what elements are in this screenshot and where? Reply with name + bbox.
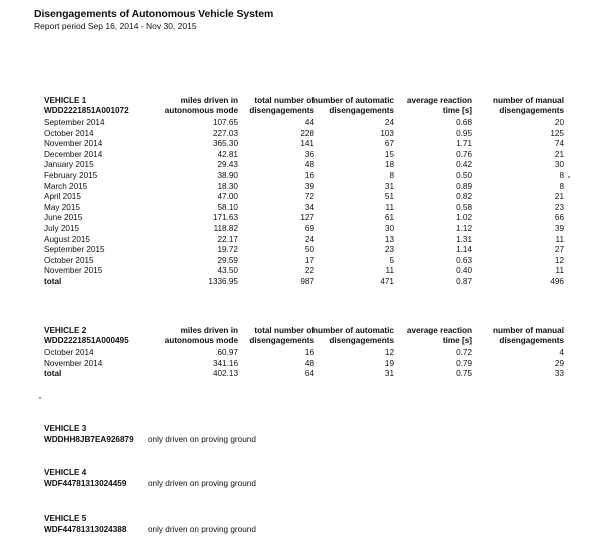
cell-miles: 58.10: [217, 202, 238, 212]
col-reaction-header: average reaction time [s]: [406, 326, 472, 345]
report-title: Disengagements of Autonomous Vehicle System: [34, 8, 274, 20]
cell-miles: 47.00: [217, 192, 238, 202]
cell-total: 141: [300, 139, 314, 149]
cell-manual: 11: [555, 234, 564, 244]
vehicle3-block: [44, 424, 256, 445]
cell-total: 16: [304, 170, 314, 180]
cell-total: 39: [304, 181, 314, 191]
cell-react: 0.63: [456, 255, 472, 265]
cell-auto: 5: [389, 255, 394, 265]
cell-manual: 21: [554, 192, 564, 202]
cell-month: October 2014: [44, 348, 94, 357]
cell-react: 0.50: [456, 170, 472, 180]
vehicle3-name: VEHICLE 3: [44, 424, 87, 433]
table-row: [44, 256, 564, 267]
cell-total: 44: [304, 118, 314, 127]
vehicle1-header-row: [44, 96, 564, 118]
cell-miles: 365.30: [212, 139, 238, 149]
cell-auto: 11: [385, 202, 394, 212]
vehicle3-id: WDDHH8JB7EA926879: [44, 434, 134, 444]
cell-manual: 30: [554, 160, 564, 170]
cell-miles: 118.82: [213, 223, 238, 233]
cell-month: March 2015: [44, 181, 88, 191]
cell-auto: 23: [384, 245, 394, 255]
cell-month: November 2014: [44, 358, 103, 368]
cell-month: June 2015: [44, 213, 83, 223]
cell-manual: 66: [554, 213, 564, 223]
vehicle4-block: [44, 468, 256, 489]
cell-miles: 171.63: [212, 213, 238, 223]
cell-manual: 125: [550, 128, 564, 138]
table-row: [44, 118, 564, 129]
cell-auto: 8: [389, 170, 394, 180]
cell-auto: 15: [384, 149, 394, 159]
cell-manual: 8: [559, 170, 564, 180]
cell-month: May 2015: [44, 202, 80, 212]
cell-total: 48: [304, 358, 314, 368]
cell-total: 228: [300, 128, 314, 138]
cell-total: 50: [304, 245, 314, 255]
cell-auto: 30: [384, 223, 394, 233]
cell-react: 0.89: [456, 181, 472, 191]
vehicle5-block: [44, 514, 256, 535]
table-row: [44, 192, 564, 203]
scan-speck: [568, 176, 570, 178]
cell-auto: 61: [384, 213, 394, 223]
vehicle1-name: VEHICLE 1: [44, 96, 87, 105]
cell-miles: 29.43: [217, 160, 238, 170]
col-auto-header: number of automatic disengagements: [313, 96, 394, 115]
cell-manual: 21: [554, 149, 564, 159]
table-row: [44, 160, 564, 171]
table-row: [44, 171, 564, 182]
table-row: [44, 150, 564, 161]
cell-miles: 341.16: [212, 358, 238, 368]
cell-month: January 2015: [44, 160, 94, 170]
cell-manual: 39: [554, 223, 564, 233]
table-row: [44, 224, 564, 235]
cell-miles: 38.90: [217, 170, 238, 180]
cell-auto: 13: [384, 234, 394, 244]
table-row: [44, 213, 564, 224]
cell-react: 0.68: [456, 118, 472, 127]
vehicle1-table: [44, 96, 564, 288]
table-row: [44, 139, 564, 150]
cell-total: 48: [304, 160, 314, 170]
cell-react: 0.40: [456, 266, 472, 276]
cell-auto: 12: [384, 348, 394, 357]
cell-react: 1.31: [456, 234, 472, 244]
cell-total: 22: [304, 266, 314, 276]
cell-month: September 2014: [44, 118, 105, 127]
col-miles-header: miles driven in autonomous mode: [164, 96, 238, 115]
cell-auto: 51: [384, 192, 394, 202]
col-reaction-header: average reaction time [s]: [406, 96, 472, 115]
cell-month: November 2015: [44, 266, 103, 276]
cell-react: 0.42: [456, 160, 472, 170]
cell-manual: 74: [554, 139, 564, 149]
cell-miles: 107.65: [212, 118, 238, 127]
cell-total: 127: [300, 213, 314, 223]
cell-miles: 29.59: [217, 255, 238, 265]
cell-auto: 19: [384, 358, 394, 368]
cell-react: 0.72: [456, 348, 472, 357]
vehicle1-rows: [44, 118, 564, 277]
cell-month: October 2015: [44, 255, 94, 265]
scan-speck: [39, 397, 41, 399]
cell-miles: 60.97: [217, 348, 238, 357]
cell-react: 0.82: [456, 192, 472, 202]
vehicle1-total-row: total 1336.95 987 471 0.87 496: [44, 276, 564, 286]
table-row: [44, 266, 564, 277]
cell-total: 72: [304, 192, 314, 202]
col-manual-header: number of manual disengagements: [493, 96, 564, 115]
cell-manual: 11: [555, 266, 564, 276]
vehicle4-id: WDF44781313024459: [44, 478, 127, 488]
cell-total: 16: [304, 348, 314, 357]
vehicle2-id: WDD2221851A000495: [44, 336, 129, 345]
vehicle3-note: only driven on proving ground: [148, 434, 256, 444]
table-row: [44, 359, 564, 370]
cell-month: November 2014: [44, 139, 103, 149]
cell-total: 24: [304, 234, 314, 244]
vehicle2-total-row: total 402.13 64 31 0.75 33: [44, 369, 564, 379]
cell-react: 1.71: [456, 139, 472, 149]
cell-total: 36: [304, 149, 314, 159]
cell-miles: 22.17: [217, 234, 238, 244]
vehicle4-note: only driven on proving ground: [148, 478, 256, 488]
cell-manual: 29: [554, 358, 564, 368]
cell-total: 34: [304, 202, 314, 212]
cell-manual: 23: [554, 202, 564, 212]
cell-react: 0.58: [456, 202, 472, 212]
cell-auto: 24: [384, 118, 394, 127]
table-row: [44, 235, 564, 246]
vehicle2-name: VEHICLE 2: [44, 326, 87, 335]
cell-react: 0.95: [456, 128, 472, 138]
cell-react: 0.76: [456, 149, 472, 159]
col-miles-header: miles driven in autonomous mode: [164, 326, 238, 345]
cell-month: September 2015: [44, 245, 105, 255]
cell-manual: 27: [554, 245, 564, 255]
cell-manual: 12: [554, 255, 564, 265]
cell-month: October 2014: [44, 128, 94, 138]
cell-auto: 67: [384, 139, 394, 149]
cell-react: 1.02: [456, 213, 472, 223]
col-manual-header: number of manual disengagements: [493, 326, 564, 345]
cell-miles: 43.50: [217, 266, 238, 276]
vehicle5-name: VEHICLE 5: [44, 514, 87, 523]
table-row: [44, 129, 564, 140]
cell-miles: 42.81: [217, 149, 238, 159]
cell-miles: 227.03: [212, 128, 238, 138]
vehicle4-name: VEHICLE 4: [44, 468, 87, 477]
col-total-header: total number of disengagements: [249, 326, 314, 345]
cell-month: February 2015: [44, 170, 98, 180]
report-subtitle: Report period Sep 16, 2014 - Nov 30, 2015: [34, 21, 197, 31]
vehicle5-note: only driven on proving ground: [148, 524, 256, 534]
cell-month: August 2015: [44, 234, 90, 244]
cell-month: July 2015: [44, 223, 80, 233]
table-row: [44, 203, 564, 214]
cell-miles: 18.30: [217, 181, 238, 191]
table-row: [44, 182, 564, 193]
cell-react: 1.12: [456, 223, 472, 233]
cell-miles: 19.72: [217, 245, 238, 255]
cell-react: 0.79: [456, 358, 472, 368]
cell-auto: 31: [384, 181, 394, 191]
cell-manual: 4: [559, 348, 564, 357]
cell-auto: 11: [385, 266, 394, 276]
table-row: [44, 245, 564, 256]
cell-react: 1.14: [456, 245, 472, 255]
col-auto-header: number of automatic disengagements: [313, 326, 394, 345]
vehicle2-table: [44, 326, 564, 380]
cell-total: 69: [304, 223, 314, 233]
vehicle2-header-row: [44, 326, 564, 348]
cell-auto: 18: [384, 160, 394, 170]
vehicle1-id: WDD2221851A001072: [44, 106, 129, 115]
table-row: [44, 348, 564, 359]
cell-manual: 8: [559, 181, 564, 191]
col-total-header: total number of disengagements: [249, 96, 314, 115]
cell-manual: 20: [554, 118, 564, 127]
cell-month: April 2015: [44, 192, 81, 202]
cell-month: December 2014: [44, 149, 103, 159]
vehicle2-rows: [44, 348, 564, 369]
vehicle5-id: WDF44781313024388: [44, 524, 127, 534]
cell-auto: 103: [380, 128, 394, 138]
cell-total: 17: [304, 255, 314, 265]
